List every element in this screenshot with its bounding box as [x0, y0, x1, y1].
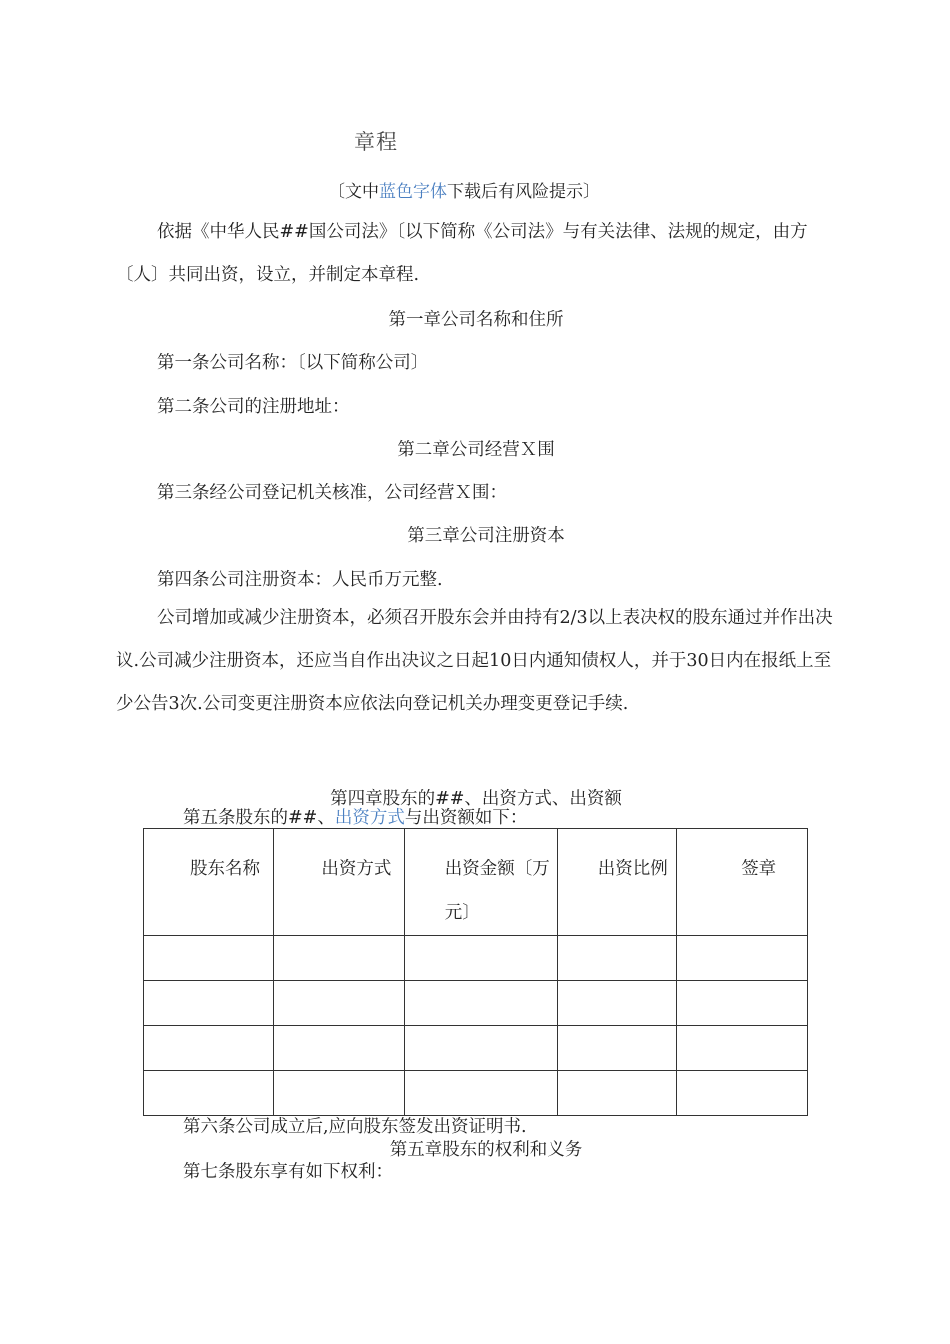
table-cell: [677, 1071, 808, 1116]
table-cell: [404, 936, 557, 981]
article1: 第一条公司名称：〔以下简称公司〕: [157, 353, 429, 373]
table-cell: [557, 1071, 676, 1116]
table-cell: [557, 1026, 676, 1071]
risk-note: [328, 177, 600, 202]
table-header-cell: 股东名称: [144, 829, 274, 936]
article5: [183, 804, 527, 829]
table-header-cell: 签章: [677, 829, 808, 936]
table-cell: [274, 1026, 404, 1071]
table-cell: [144, 1071, 274, 1116]
chapter5-heading: 第五章股东的权利和义务: [389, 1140, 583, 1160]
article6: 第六条公司成立后,应向股东签发出资证明书.: [183, 1117, 527, 1137]
article3: 第三条经公司登记机关核准，公司经营Ｘ围：: [157, 483, 507, 503]
document-title: 章程: [354, 130, 398, 154]
table-cell: [144, 1026, 274, 1071]
table-cell: [274, 981, 404, 1026]
table-cell: [557, 981, 676, 1026]
table-cell: [404, 1071, 557, 1116]
table-cell: [557, 936, 676, 981]
table-cell: [677, 1026, 808, 1071]
table-header-cell: 出资金额〔万元〕: [404, 829, 557, 936]
capital-change-paragraph: 公司增加或减少注册资本，必须召开股东会并由持有2/3以上表决权的股东通过并作出决议.公司减少注册资本，还应当自作出决议之日起10日内通知债权人，并于30日内在报纸上至少公告3次.公司变更注册资本应依法向登记机关办理变更登记手续.: [116, 608, 833, 714]
chapter3-heading: 第三章公司注册资本: [407, 526, 565, 546]
table-header-cell: 出资方式: [274, 829, 404, 936]
table-cell: [677, 981, 808, 1026]
chapter4-heading: 第四章股东的##、出资方式、出资额: [330, 789, 622, 809]
table-header-cell: 出资比例: [557, 829, 676, 936]
article4: 第四条公司注册资本：人民币万元整.: [157, 570, 443, 590]
table-cell: [274, 936, 404, 981]
table-row: [144, 936, 808, 981]
table-row: [144, 981, 808, 1026]
risk-note-suffix: 下载后有风险提示〕: [447, 182, 600, 202]
article7: 第七条股东享有如下权利：: [183, 1162, 393, 1182]
article5-suffix: 与出资额如下：: [404, 808, 528, 828]
table-cell: [144, 981, 274, 1026]
table-header-row: [144, 829, 808, 936]
article2: 第二条公司的注册地址：: [157, 397, 350, 417]
table-cell: [144, 936, 274, 981]
shareholder-contribution-table: [143, 828, 808, 1116]
preamble-paragraph: 依据《中华人民##国公司法》〔以下简称《公司法》与有关法律、法规的规定，由方〔人〕共同出资，设立，并制定本章程.: [116, 222, 808, 285]
risk-note-highlight: 蓝色字体: [379, 182, 447, 202]
article5-highlight: 出资方式: [334, 808, 405, 828]
table-row: [144, 1071, 808, 1116]
table-cell: [404, 981, 557, 1026]
chapter2-heading: 第二章公司经营Ｘ围: [397, 440, 555, 460]
article5-prefix: 第五条股东的##、: [183, 808, 335, 828]
risk-note-prefix: 〔文中: [328, 182, 379, 202]
table-cell: [404, 1026, 557, 1071]
table-cell: [677, 936, 808, 981]
chapter1-heading: 第一章公司名称和住所: [388, 310, 564, 330]
table-cell: [274, 1071, 404, 1116]
table-row: [144, 1026, 808, 1071]
